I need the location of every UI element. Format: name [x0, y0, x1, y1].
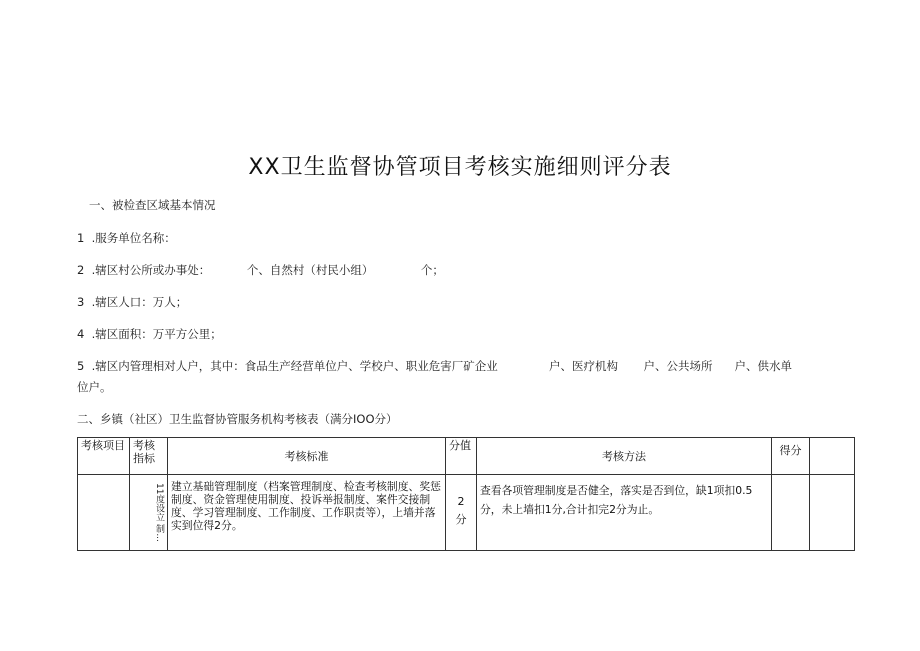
item-village-count: 2 .辖区村公所或办事处： 个、自然村（村民小组） 个； [77, 263, 444, 277]
cell-indicator [130, 475, 168, 551]
indicator-vertical-text: 11度设立 制... [154, 483, 164, 542]
cell-method: 查看各项管理制度是否健全，落实是否到位，缺1项扣0.5分，未上墙扣1分,合计扣完2分为止。 [477, 475, 772, 551]
item-population: 3 .辖区人口：万人； [77, 295, 188, 309]
header-score: 分值 [446, 438, 477, 475]
document-title: XX卫生监督协管项目考核实施细则评分表 [248, 155, 672, 180]
item-area: 4 .辖区面积：万平方公里； [77, 327, 222, 341]
cell-got [772, 475, 810, 551]
item-service-unit: 1 .服务单位名称： [77, 231, 176, 245]
header-project: 考核项目 [78, 438, 130, 475]
header-standard: 考核标准 [168, 438, 446, 475]
score-unit: 分 [455, 513, 467, 526]
cell-standard: 建立基础管理制度（档案管理制度、检查考核制度、奖惩制度、资金管理使用制度、投诉举报制度、案件交接制度、学习管理制度、工作制度、工作职责等），上墙并落实到位得2分。 [168, 475, 446, 551]
header-got: 得分 [772, 438, 810, 475]
section-heading-assessment-table: 二、乡镇（社区）卫生监督协管服务机构考核表（满分IOO分） [77, 412, 398, 426]
header-method: 考核方法 [477, 438, 772, 475]
cell-score [446, 475, 477, 551]
score-value: 2 [457, 495, 465, 508]
item-managed-households: 5 .辖区内管理相对人户，其中：食品生产经营单位户、学校户、职业危害厂矿企业 户、医疗机构 户、公共场所 户、供水单 [77, 359, 792, 373]
cell-project [78, 475, 130, 551]
header-extra [810, 438, 855, 475]
section-heading-basic-info: 一、被检查区域基本情况 [89, 198, 216, 212]
table-header-row [78, 438, 855, 475]
assessment-table [77, 437, 855, 551]
item-managed-households-cont: 位户。 [77, 380, 112, 394]
cell-extra [810, 475, 855, 551]
table-row [78, 475, 855, 551]
header-indicator: 考核指标 [130, 438, 168, 475]
